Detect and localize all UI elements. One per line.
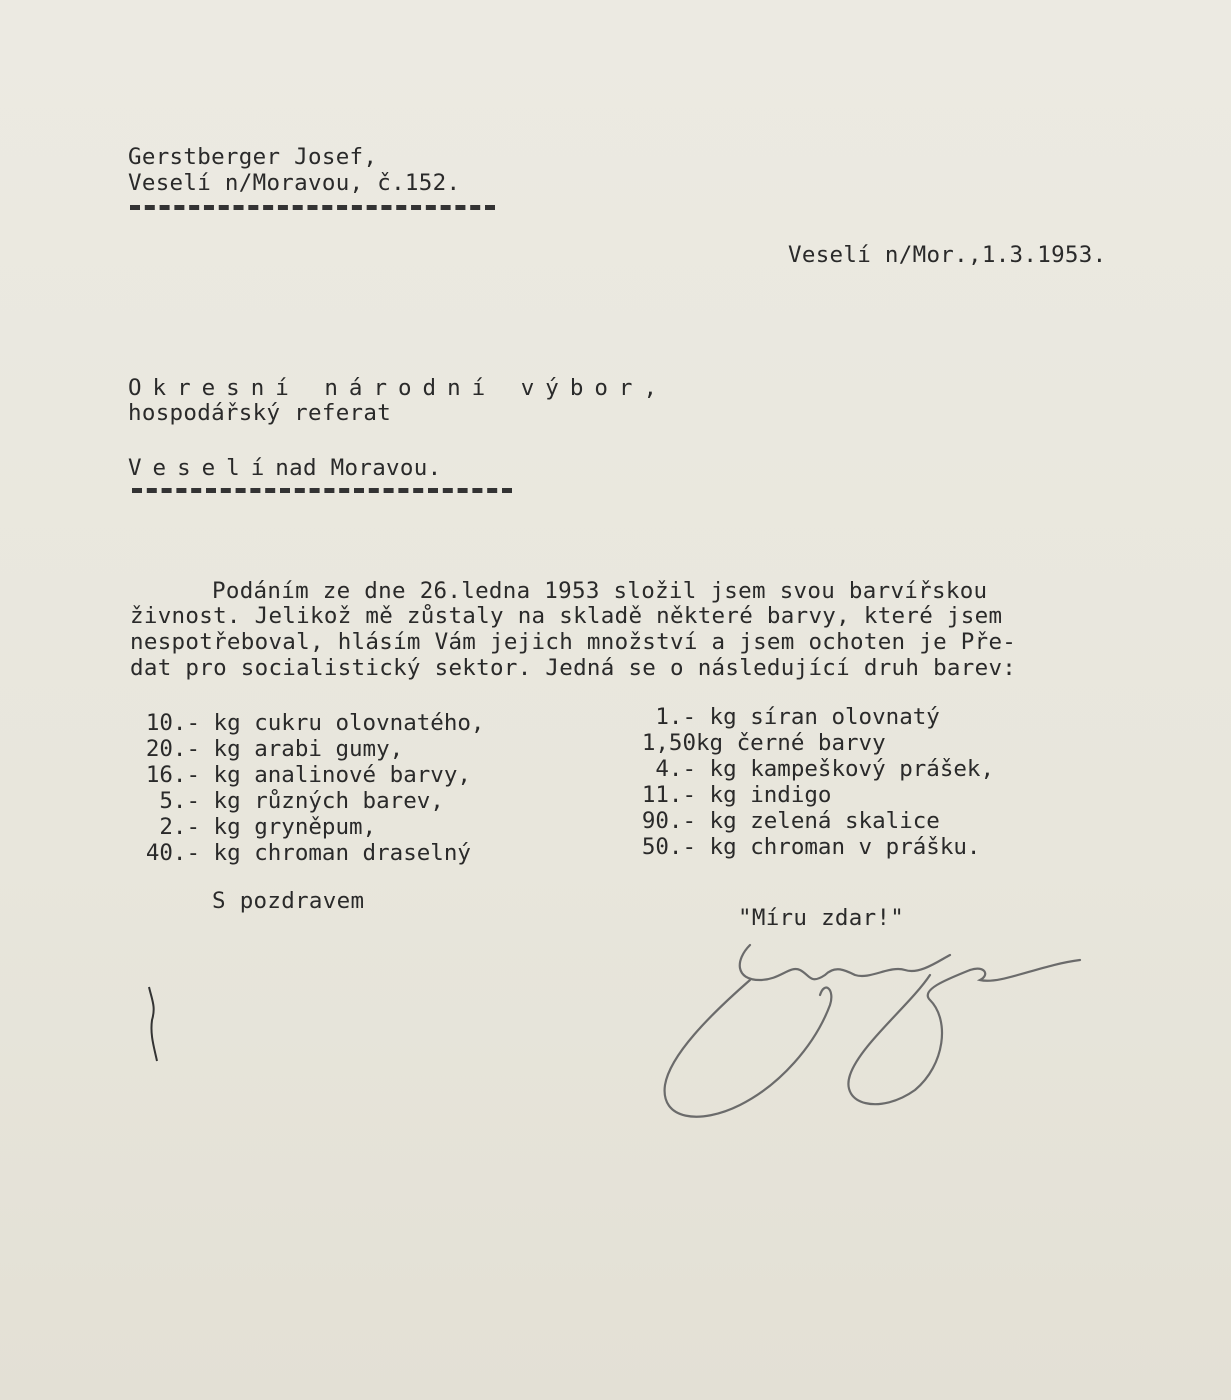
salutation: "Míru zdar!"	[738, 905, 905, 931]
recipient-city-suffix: nad Moravou.	[275, 455, 442, 481]
margin-mark	[146, 985, 166, 1065]
sender-address: Veselí n/Moravou, č.152.	[128, 170, 461, 196]
list-item: 1,50kg černé barvy	[641, 730, 886, 756]
recipient-line1: Okresní národní výbor,	[128, 375, 669, 401]
list-item: 11.- kg indigo	[641, 782, 832, 808]
list-item: 1.- kg síran olovnatý	[655, 704, 940, 730]
signature	[640, 925, 1100, 1155]
body-line-2: živnost. Jelikož mě zůstaly na skladě některé barvy, které jsem	[130, 603, 1003, 629]
closing: S pozdravem	[212, 888, 365, 914]
list-item: 40.- kg chroman draselný	[145, 840, 471, 866]
sender-underline	[130, 205, 495, 210]
body-line-3: nespotřeboval, hlásím Vám jejich množství a jsem ochoten je Pře-	[130, 629, 1017, 655]
recipient-city: Veselí	[128, 455, 276, 481]
body-line-4: dat pro socialistický sektor. Jedná se o následující druh barev:	[130, 655, 1017, 681]
list-item: 5.- kg různých barev,	[159, 788, 444, 814]
recipient-line2: hospodářský referat	[128, 400, 392, 426]
list-item: 10.- kg cukru olovnatého,	[145, 710, 485, 736]
list-item: 4.- kg kampeškový prášek,	[655, 756, 995, 782]
list-item: 2.- kg gryněpum,	[159, 814, 377, 840]
list-item: 50.- kg chroman v prášku.	[641, 834, 981, 860]
date-line: Veselí n/Mor.,1.3.1953.	[788, 242, 1107, 268]
recipient-line3	[128, 455, 441, 481]
sender-name: Gerstberger Josef,	[128, 144, 378, 170]
list-item: 90.- kg zelená skalice	[641, 808, 940, 834]
recipient-underline	[132, 488, 512, 493]
body-line-1: Podáním ze dne 26.ledna 1953 složil jsem svou barvířskou	[212, 578, 988, 604]
list-item: 16.- kg analinové barvy,	[145, 762, 471, 788]
list-item: 20.- kg arabi gumy,	[145, 736, 404, 762]
